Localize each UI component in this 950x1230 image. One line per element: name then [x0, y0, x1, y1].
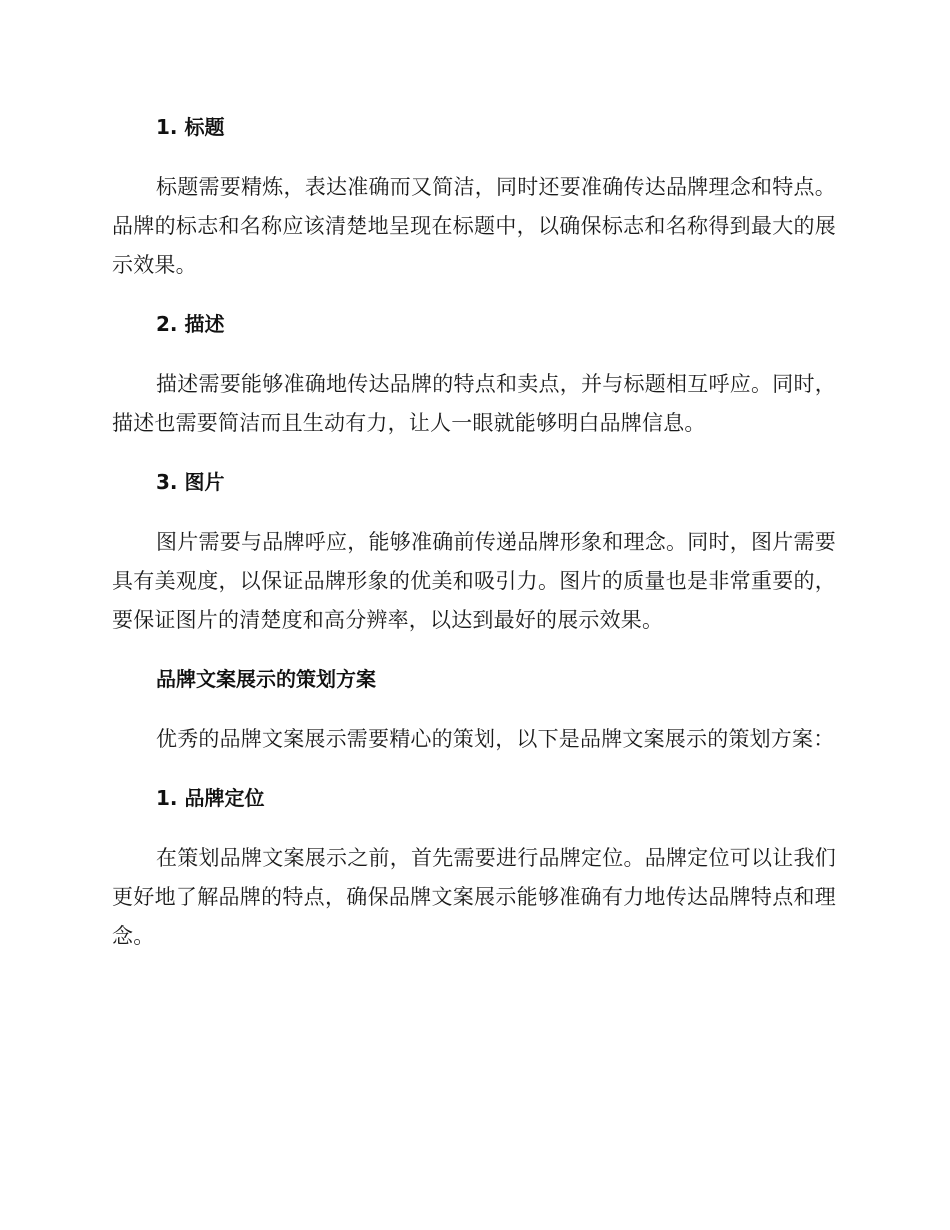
section-paragraph-positioning: 在策划品牌文案展示之前，首先需要进行品牌定位。品牌定位可以让我们更好地了解品牌的特点，确保品牌文案展示能够准确有力地传达品牌特点和理念。 — [112, 846, 836, 948]
section-heading-description: 2. 描述 — [156, 312, 225, 336]
section-heading-image: 3. 图片 — [156, 470, 225, 494]
document-page — [112, 104, 836, 972]
section-paragraph-description: 描述需要能够准确地传达品牌的特点和卖点，并与标题相互呼应。同时，描述也需要简洁而且生动有力，让人一眼就能够明白品牌信息。 — [112, 372, 836, 435]
section-paragraph-plan: 优秀的品牌文案展示需要精心的策划，以下是品牌文案展示的策划方案： — [156, 727, 835, 751]
section-heading-plan: 品牌文案展示的策划方案 — [156, 667, 376, 691]
section-paragraph-title: 标题需要精炼，表达准确而又简洁，同时还要准确传达品牌理念和特点。品牌的标志和名称应该清楚地呈现在标题中，以确保标志和名称得到最大的展示效果。 — [112, 175, 836, 277]
section-heading-title: 1. 标题 — [156, 115, 225, 139]
section-heading-positioning: 1. 品牌定位 — [156, 786, 265, 810]
section-paragraph-image: 图片需要与品牌呼应，能够准确前传递品牌形象和理念。同时，图片需要具有美观度，以保证品牌形象的优美和吸引力。图片的质量也是非常重要的，要保证图片的清楚度和高分辨率，以达到最好的展示效果。 — [112, 530, 836, 632]
